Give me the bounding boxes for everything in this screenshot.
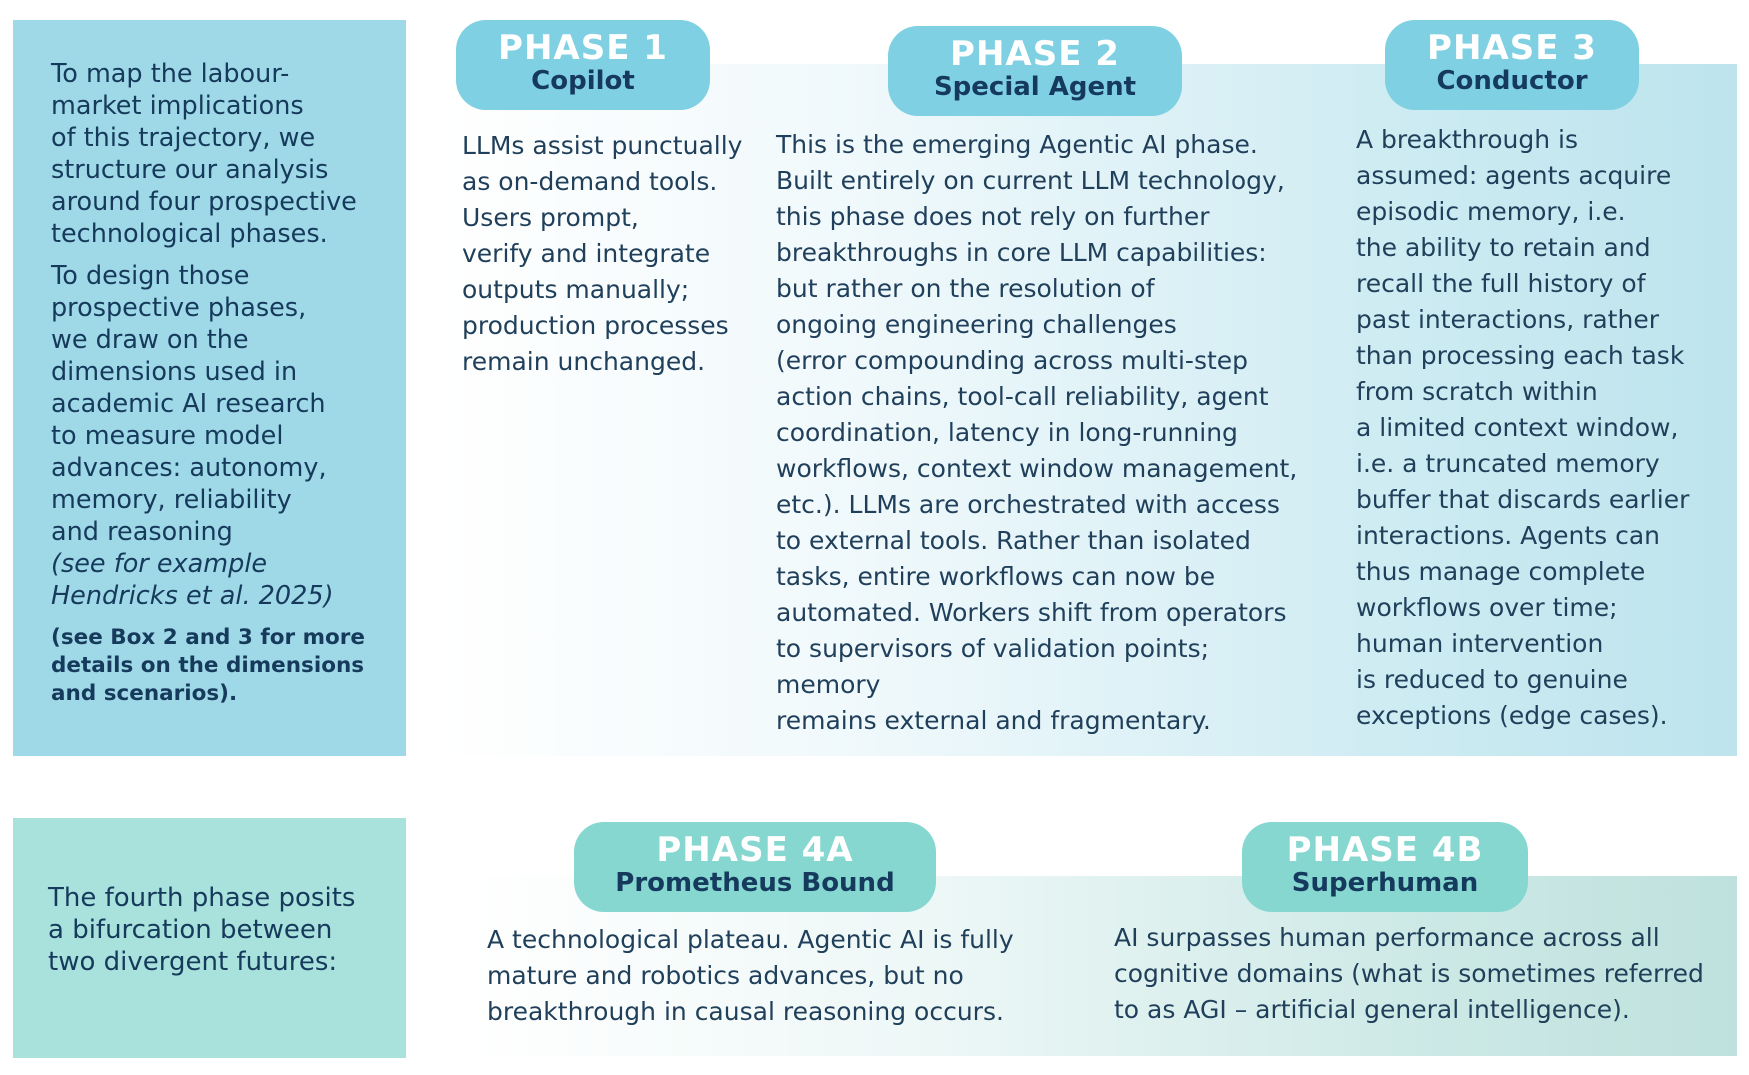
phase-2-header: [888, 26, 1182, 116]
phase-1-subtitle: Copilot: [531, 66, 635, 96]
phase-1-description: LLMs assist punctually as on-demand tools. Users prompt, verify and integrate outputs manually; production processes remain unchanged.: [462, 131, 743, 376]
phase-1-header: [456, 20, 710, 110]
intro-box: [13, 20, 406, 756]
intro-paragraph-2: To design those prospective phases, we draw on the dimensions used in academic AI research to measure model advances: autonomy, memory, reliability and reasoning: [51, 261, 327, 547]
phase-4b-title: PHASE 4B: [1286, 830, 1484, 870]
phase-4b-header: [1242, 822, 1528, 912]
intro-note: (see Box 2 and 3 for more details on the dimensions and scenarios).: [51, 625, 365, 706]
fourth-phase-intro-box: [13, 818, 406, 1058]
phase-4b-description: AI surpasses human performance across all cognitive domains (what is sometimes referred to as AGI – artificial general intelligence).: [1114, 923, 1704, 1024]
phase-4a-header: [574, 822, 936, 912]
intro-paragraph-1: To map the labour- market implications of this trajectory, we structure our analysis around four prospective technological phases.: [51, 59, 357, 249]
fourth-phase-intro: The fourth phase posits a bifurcation between two divergent futures:: [48, 883, 356, 977]
phase-4a-title: PHASE 4A: [656, 830, 854, 870]
phase-3-subtitle: Conductor: [1436, 66, 1588, 96]
phase-4a-subtitle: Prometheus Bound: [615, 868, 895, 898]
phase-1-title: PHASE 1: [498, 28, 668, 68]
phase-3-header: [1385, 20, 1639, 110]
phase-2-subtitle: Special Agent: [933, 72, 1137, 102]
intro-citation: (see for example Hendricks et al. 2025): [51, 549, 334, 611]
phase-4b-subtitle: Superhuman: [1291, 868, 1479, 898]
phase-3-description: A breakthrough is assumed: agents acquire episodic memory, i.e. the ability to retain and recall the full history of past interactions, rather than processing each task from scratch within a limited context window, i.e. a truncated memory buffer that discards earlier interactions. Agents can thus manage complete workflows over time; human intervention is reduced to genuine exceptions (edge cases).: [1356, 125, 1690, 730]
phase-2-description: This is the emerging Agentic AI phase. Built entirely on current LLM technology, this phase does not rely on further breakthroughs in core LLM capabilities: but rather on the resolution of ongoing engineering challenges (error compounding across multi-step action chains, tool-call reliability, agent coordination, latency in long-running workflows, context window management, etc.). LLMs are orchestrated with access to external tools. Rather than isolated tasks, entire workflows can now be automated. Workers shift from operators to supervisors of validation points; memory remains external and fragmentary.: [776, 130, 1298, 735]
phase-4a-description: A technological plateau. Agentic AI is fully mature and robotics advances, but no breakthrough in causal reasoning occurs.: [487, 925, 1014, 1026]
phase-2-title: PHASE 2: [950, 34, 1120, 74]
phase-3-title: PHASE 3: [1427, 28, 1597, 68]
